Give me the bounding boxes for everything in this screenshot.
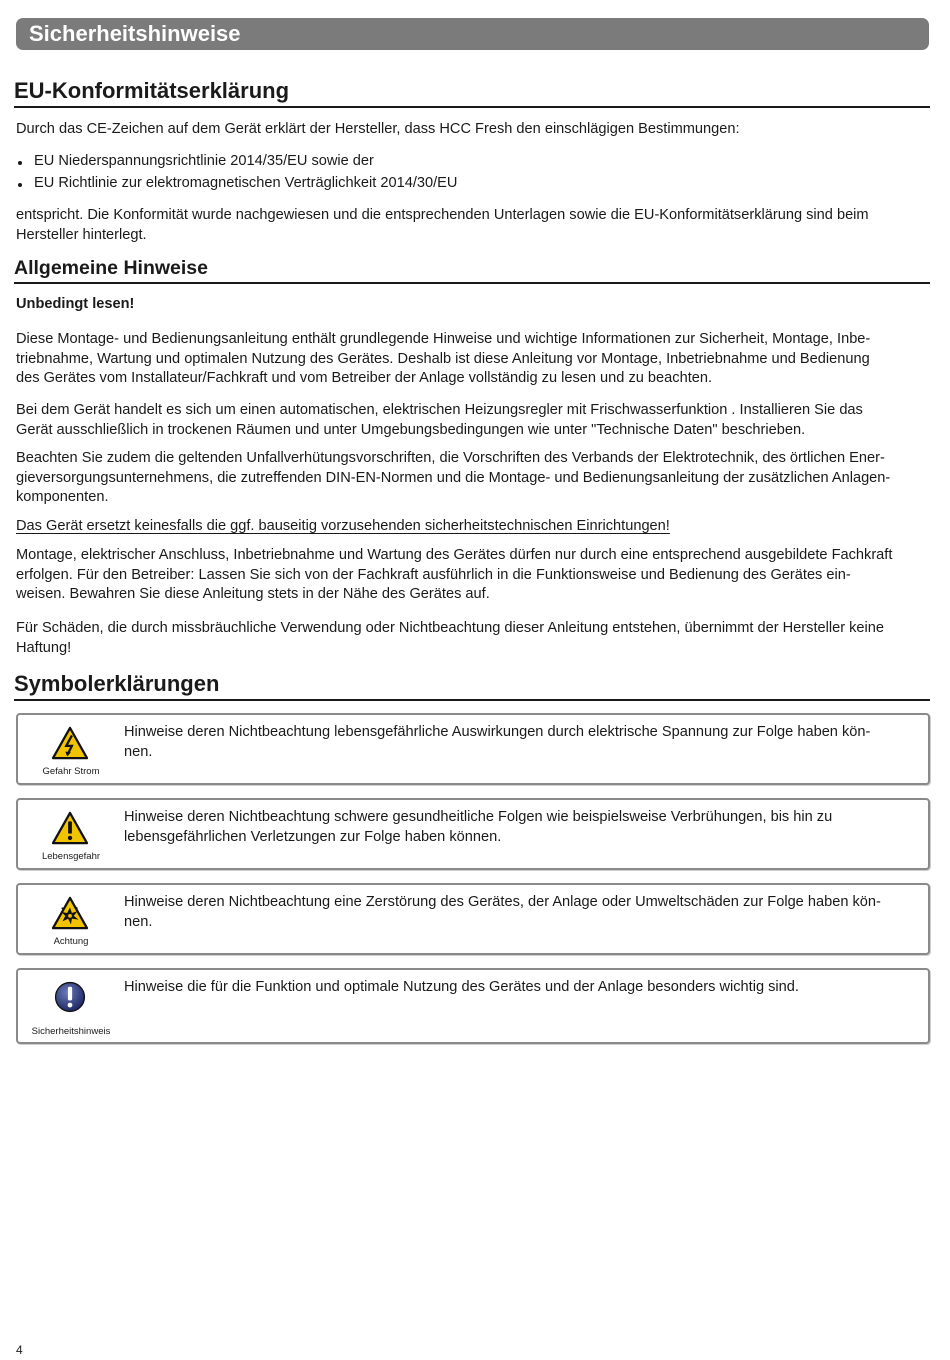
must-read-text: Unbedingt lesen! [16,296,135,312]
text-line: weisen. Bewahren Sie diese Anleitung stets in der Nähe des Gerätes auf. [16,586,490,602]
text-line: entspricht. Die Konformität wurde nachgewiesen und die entsprechenden Unterlagen sowie die EU-Konformitätserklärung sind beim [16,207,869,223]
eu-intro-text: Durch das CE-Zeichen auf dem Gerät erklärt der Hersteller, dass HCC Fresh den einschlägigen Bestimmungen: [16,121,740,137]
list-item: EU Niederspannungsrichtlinie 2014/35/EU sowie der [16,150,916,172]
safety-devices-note: Das Gerät ersetzt keinesfalls die ggf. bauseitig vorzusehenden sicherheitstechnischen Einrichtungen! [16,518,670,534]
text-line: Hinweise deren Nichtbeachtung lebensgefährliche Auswirkungen durch elektrische Spannung zur Folge haben kön- [124,724,871,740]
general-paragraph-3 [16,449,931,508]
text-line: des Gerätes vom Installateur/Fachkraft und vom Betreiber der Anlage vollständig zu lesen und zu beachten. [16,370,713,386]
text-line: erfolgen. Für den Betreiber: Lassen Sie sich von der Fachkraft ausführlich in die Funktionsweise und Bedienung des Gerätes ein- [16,566,851,583]
eu-outro-text [16,206,931,245]
eu-directive-list [16,150,916,194]
heading-general-notes: Allgemeine Hinweise [14,256,930,284]
warning-exclamation-icon [51,811,89,845]
text-line: lebensgefährlichen Verletzungen zur Folge haben können. [124,828,502,845]
banner-title: Sicherheitshinweise [29,21,241,46]
symbol-label: Achtung [53,936,89,947]
text-line: gieversorgungsunternehmens, die zutreffenden DIN-EN-Normen und die Montage- und Bedienungsanleitung der zusätzlichen Anlagen- [16,469,891,486]
symbol-box-safety-note [16,968,930,1044]
page-number: 4 [16,1343,23,1357]
general-paragraph-6 [16,619,931,658]
list-item: EU Richtlinie zur elektromagnetischen Verträglichkeit 2014/30/EU [16,172,916,194]
general-paragraph-4 [16,517,931,537]
symbol-label: Sicherheitshinweis [31,1026,111,1037]
text-line: Diese Montage- und Bedienungsanleitung enthält grundlegende Hinweise und wichtige Informationen zur Sicherheit, Montage, Inbe- [16,331,871,347]
text-line: Haftung! [16,639,72,656]
text-line: nen. [124,913,153,930]
general-paragraph-2 [16,401,931,440]
symbol-box-danger [16,798,930,870]
text-line: Gerät ausschließlich in trockenen Räumen und unter Umgebungsbedingungen wie unter "Technische Daten" beschrieben. [16,421,806,438]
symbol-box-electric [16,713,930,785]
general-paragraph-1 [16,330,931,389]
text-line: Hinweise deren Nichtbeachtung eine Zerstörung des Gerätes, der Anlage oder Umweltschäden zur Folge haben kön- [124,894,881,910]
symbol-box-caution [16,883,930,955]
heading-eu-conformity: EU-Konformitätserklärung [14,78,930,108]
general-paragraph-5 [16,546,931,605]
explosion-hazard-icon [51,896,89,930]
section-banner [16,18,929,50]
text-line: triebnahme, Wartung und optimalen Nutzung des Gerätes. Deshalb ist diese Anleitung vor Montage, Inbetriebnahme und Bedienung [16,350,870,367]
symbol-description [124,723,914,762]
text-line: Hersteller hinterlegt. [16,226,147,243]
text-line: Montage, elektrischer Anschluss, Inbetriebnahme und Wartung des Gerätes dürfen nur durch eine entsprechend ausgebildete Fachkraft [16,547,893,563]
text-line: nen. [124,743,153,760]
symbol-description [124,978,914,998]
electric-hazard-icon [51,726,89,760]
text-line: Für Schäden, die durch missbräuchliche Verwendung oder Nichtbeachtung dieser Anleitung entstehen, übernimmt der Hersteller keine [16,620,885,636]
heading-symbol-explanations: Symbolerklärungen [14,671,930,701]
text-line: Beachten Sie zudem die geltenden Unfallverhütungsvorschriften, die Vorschriften des Verbands der Elektrotechnik, des örtlichen Ener- [16,450,885,466]
info-exclamation-circle-icon [51,980,89,1014]
symbol-label: Gefahr Strom [42,766,100,777]
symbol-description [124,808,914,847]
text-line: komponenten. [16,489,109,505]
text-line: Hinweise deren Nichtbeachtung schwere gesundheitliche Folgen wie beispielsweise Verbrühungen, bis hin zu [124,809,833,825]
symbol-description [124,893,914,932]
symbol-label: Lebensgefahr [41,851,101,862]
text-line: Bei dem Gerät handelt es sich um einen automatischen, elektrischen Heizungsregler mit Frischwasserfunktion . Installieren Sie das [16,402,863,418]
text-line: Hinweise die für die Funktion und optimale Nutzung des Gerätes und der Anlage besonders wichtig sind. [124,979,799,995]
